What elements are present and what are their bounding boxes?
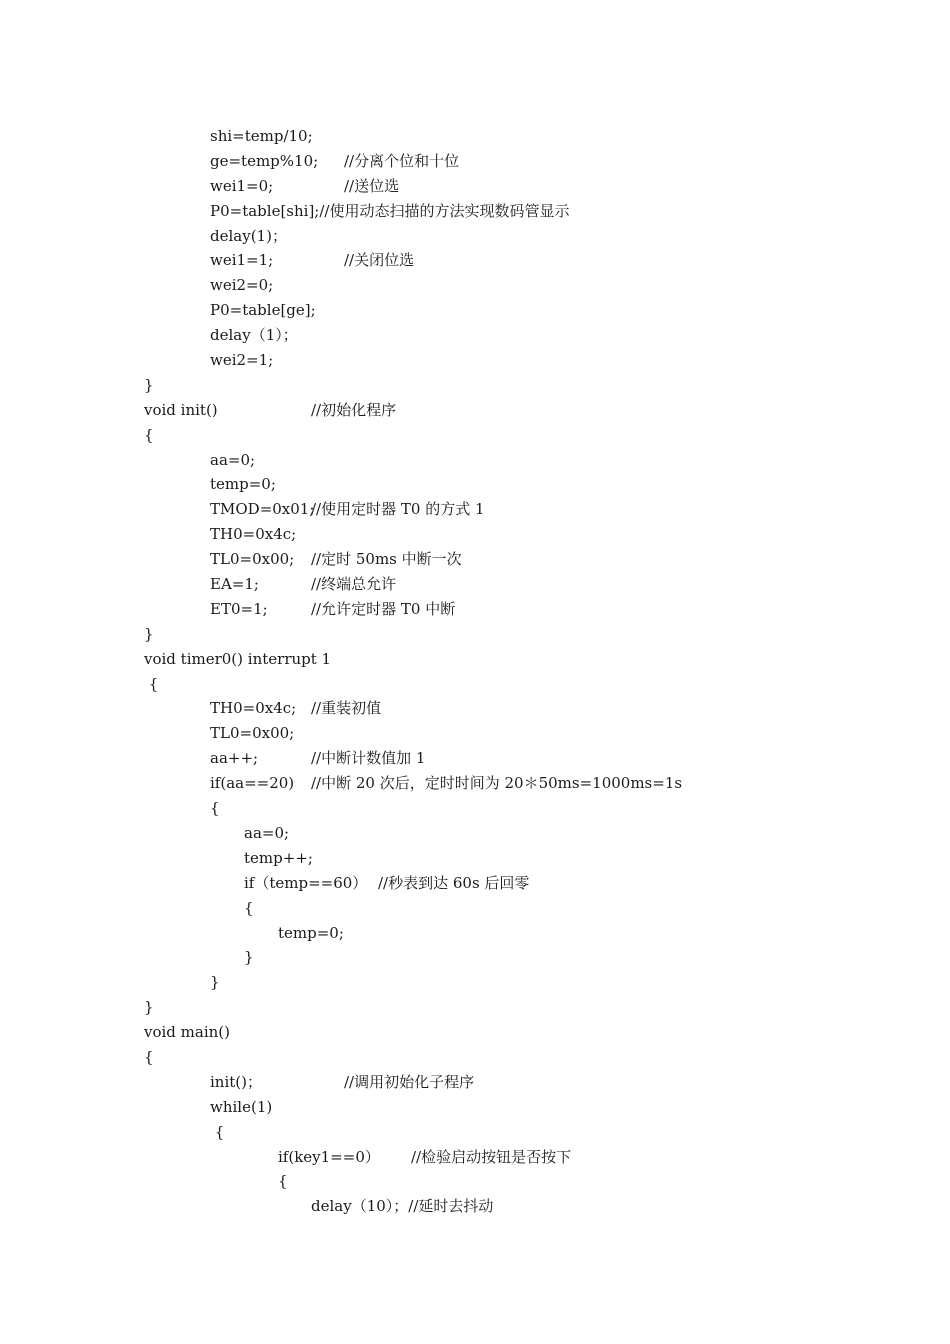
code-line — [0, 348, 950, 373]
code-text: delay(1)； — [210, 226, 287, 245]
code-line — [0, 199, 950, 224]
code-text: void init() — [144, 400, 218, 419]
code-comment: //初始化程序 — [311, 400, 397, 419]
code-line — [0, 472, 950, 497]
code-line — [0, 1145, 950, 1170]
code-text: temp=0; — [278, 923, 344, 942]
code-text: temp++; — [244, 848, 313, 867]
code-line — [0, 896, 950, 921]
code-comment: //分离个位和十位 — [344, 151, 460, 170]
code-comment: //终端总允许 — [311, 575, 397, 594]
code-text: delay（1）； — [210, 326, 298, 345]
code-text: } — [144, 375, 154, 394]
code-text: wei2=1; — [210, 351, 274, 370]
code-text: P0=table[shi];//使用动态扫描的方法实现数码管显示 — [210, 201, 570, 220]
code-line — [0, 1169, 950, 1194]
code-text: aa=0; — [210, 450, 256, 469]
code-text: aa=0; — [244, 823, 290, 842]
code-line — [0, 1070, 950, 1095]
code-comment: //检验启动按钮是否按下 — [411, 1147, 572, 1166]
code-comment: //定时 50ms 中断一次 — [311, 550, 462, 569]
code-text: while(1) — [210, 1097, 273, 1116]
code-text: if(key1==0） — [278, 1147, 380, 1166]
code-line — [0, 224, 950, 249]
code-text: temp=0; — [210, 475, 276, 494]
code-text: TL0=0x00; — [210, 550, 295, 569]
code-comment: //送位选 — [344, 176, 400, 195]
code-comment: //关闭位选 — [344, 251, 415, 270]
code-line — [0, 1120, 950, 1145]
code-line — [0, 149, 950, 174]
code-line — [0, 273, 950, 298]
code-line — [0, 1095, 950, 1120]
code-text: void timer0() interrupt 1 — [144, 649, 332, 668]
code-line — [0, 597, 950, 622]
code-text: void main() — [144, 1023, 231, 1042]
code-line — [0, 1045, 950, 1070]
code-line — [0, 298, 950, 323]
code-line — [0, 821, 950, 846]
code-listing — [0, 124, 950, 1219]
code-line — [0, 846, 950, 871]
code-text: } — [144, 998, 154, 1017]
code-line — [0, 771, 950, 796]
code-line — [0, 921, 950, 946]
code-text: { — [210, 799, 220, 818]
code-text: EA=1; — [210, 575, 259, 594]
code-text: { — [144, 1047, 154, 1066]
code-line — [0, 547, 950, 572]
code-line — [0, 1020, 950, 1045]
code-text: ge=temp%10; — [210, 151, 319, 170]
code-comment: //允许定时器 T0 中断 — [311, 599, 456, 618]
code-text: { — [144, 425, 154, 444]
code-line — [0, 746, 950, 771]
code-comment: //秒表到达 60s 后回零 — [378, 873, 530, 892]
code-text: init()； — [210, 1072, 262, 1091]
code-text: if（temp==60） — [244, 873, 368, 892]
code-line — [0, 323, 950, 348]
code-comment: //重装初值 — [311, 699, 382, 718]
code-text: { — [278, 1172, 288, 1191]
code-text: TMOD=0x01; — [210, 500, 315, 519]
code-text: TH0=0x4c; — [210, 525, 297, 544]
code-comment: //使用定时器 T0 的方式 1 — [311, 500, 485, 519]
code-line — [0, 1194, 950, 1219]
code-line — [0, 970, 950, 995]
code-comment: //中断计数值加 1 — [311, 749, 426, 768]
code-line — [0, 796, 950, 821]
code-line — [0, 423, 950, 448]
code-line — [0, 448, 950, 473]
code-comment: //中断 20 次后，定时时间为 20＊50ms=1000ms=1s — [311, 774, 683, 793]
code-text: wei1=1; — [210, 251, 274, 270]
code-text: aa++; — [210, 749, 259, 768]
code-text: TH0=0x4c; — [210, 699, 297, 718]
code-text: if(aa==20) — [210, 774, 295, 793]
code-line — [0, 572, 950, 597]
code-line — [0, 721, 950, 746]
code-line — [0, 696, 950, 721]
code-text: { — [244, 898, 254, 917]
code-text: { — [210, 1122, 225, 1141]
code-line — [0, 945, 950, 970]
code-text: wei2=0; — [210, 276, 274, 295]
code-line — [0, 124, 950, 149]
code-line — [0, 248, 950, 273]
code-text: } — [210, 973, 220, 992]
code-line — [0, 522, 950, 547]
code-text: delay（10）；//延时去抖动 — [311, 1197, 494, 1216]
code-line — [0, 995, 950, 1020]
code-line — [0, 398, 950, 423]
code-line — [0, 672, 950, 697]
code-comment: //调用初始化子程序 — [344, 1072, 475, 1091]
code-line — [0, 871, 950, 896]
code-text: } — [244, 948, 254, 967]
code-line — [0, 373, 950, 398]
code-line — [0, 622, 950, 647]
code-line — [0, 647, 950, 672]
code-line — [0, 497, 950, 522]
code-text: } — [144, 624, 154, 643]
code-text: TL0=0x00; — [210, 724, 295, 743]
code-text: shi=temp/10; — [210, 127, 313, 145]
code-text: wei1=0; — [210, 176, 274, 195]
code-line — [0, 174, 950, 199]
code-text: ET0=1; — [210, 599, 268, 618]
code-text: P0=table[ge]; — [210, 301, 316, 320]
code-text: { — [144, 674, 159, 693]
